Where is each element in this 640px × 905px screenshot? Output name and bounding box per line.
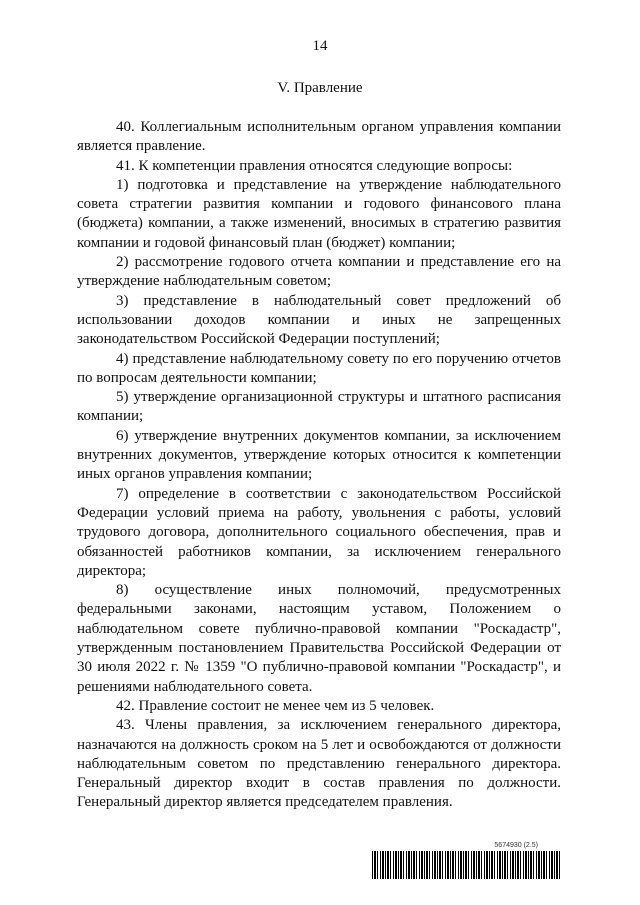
list-item-3: 3) представление в наблюдательный совет предложений об использовании доходов компании и иных не запрещенных законодательством Российской Федерации поступлений;: [77, 292, 561, 348]
list-item-5: 5) утверждение организационной структуры и штатного расписания компании;: [77, 389, 561, 425]
page-number: 14: [312, 38, 328, 54]
list-item-8: 8) осуществление иных полномочий, предусмотренных федеральными законами, настоящим уставом, Положением о наблюдательном совете публично-правовой компании "Роскадастр", утвержденным постановлением Правительства Российской Федерации от 30 июля 2022 г. № 1359 "О публично-правовой компании "Роскадастр", и решениями наблюдательного совета.: [77, 582, 561, 695]
list-item-2: 2) рассмотрение годового отчета компании и представление его на утверждение наблюдательным советом;: [77, 254, 561, 290]
list-item-1: 1) подготовка и представление на утверждение наблюдательного совета стратегии развития компании и годового финансового плана (бюджета) компании, а также изменений, вносимых в стратегию развития компании и годовой финансовый план (бюджет) компании;: [77, 176, 561, 251]
barcode-id: 5674930 (2.5): [494, 842, 538, 849]
paragraph-42: 42. Правление состоит не менее чем из 5 человек.: [116, 697, 435, 714]
document-body: [77, 118, 561, 813]
list-item-7: 7) определение в соответствии с законодательством Российской Федерации условий приема на работу, увольнения с работы, условий трудового договора, дополнительного социального обеспечения, прав и обязанностей работников компании, за исключением генерального директора;: [77, 485, 561, 579]
list-item-6: 6) утверждение внутренних документов компании, за исключением внутренних документов, утверждение которых относится к компетенции иных органов управления компании;: [77, 427, 561, 483]
barcode-block: [372, 842, 560, 879]
paragraph-41: 41. К компетенции правления относятся следующие вопросы:: [116, 157, 513, 174]
paragraph-40: 40. Коллегиальным исполнительным органом управления компании является правление.: [77, 119, 561, 155]
barcode-icon: [372, 851, 560, 879]
paragraph-43: 43. Члены правления, за исключением генерального директора, назначаются на должность сроком на 5 лет и освобождаются от должности наблюдательным советом по представлению генерального директора. Генеральный директор входит в состав правления по должности. Генеральный директор является председателем правления.: [77, 717, 561, 811]
section-title: V. Правление: [277, 80, 363, 96]
list-item-4: 4) представление наблюдательному совету по его поручению отчетов по вопросам деятельности компании;: [77, 350, 561, 386]
